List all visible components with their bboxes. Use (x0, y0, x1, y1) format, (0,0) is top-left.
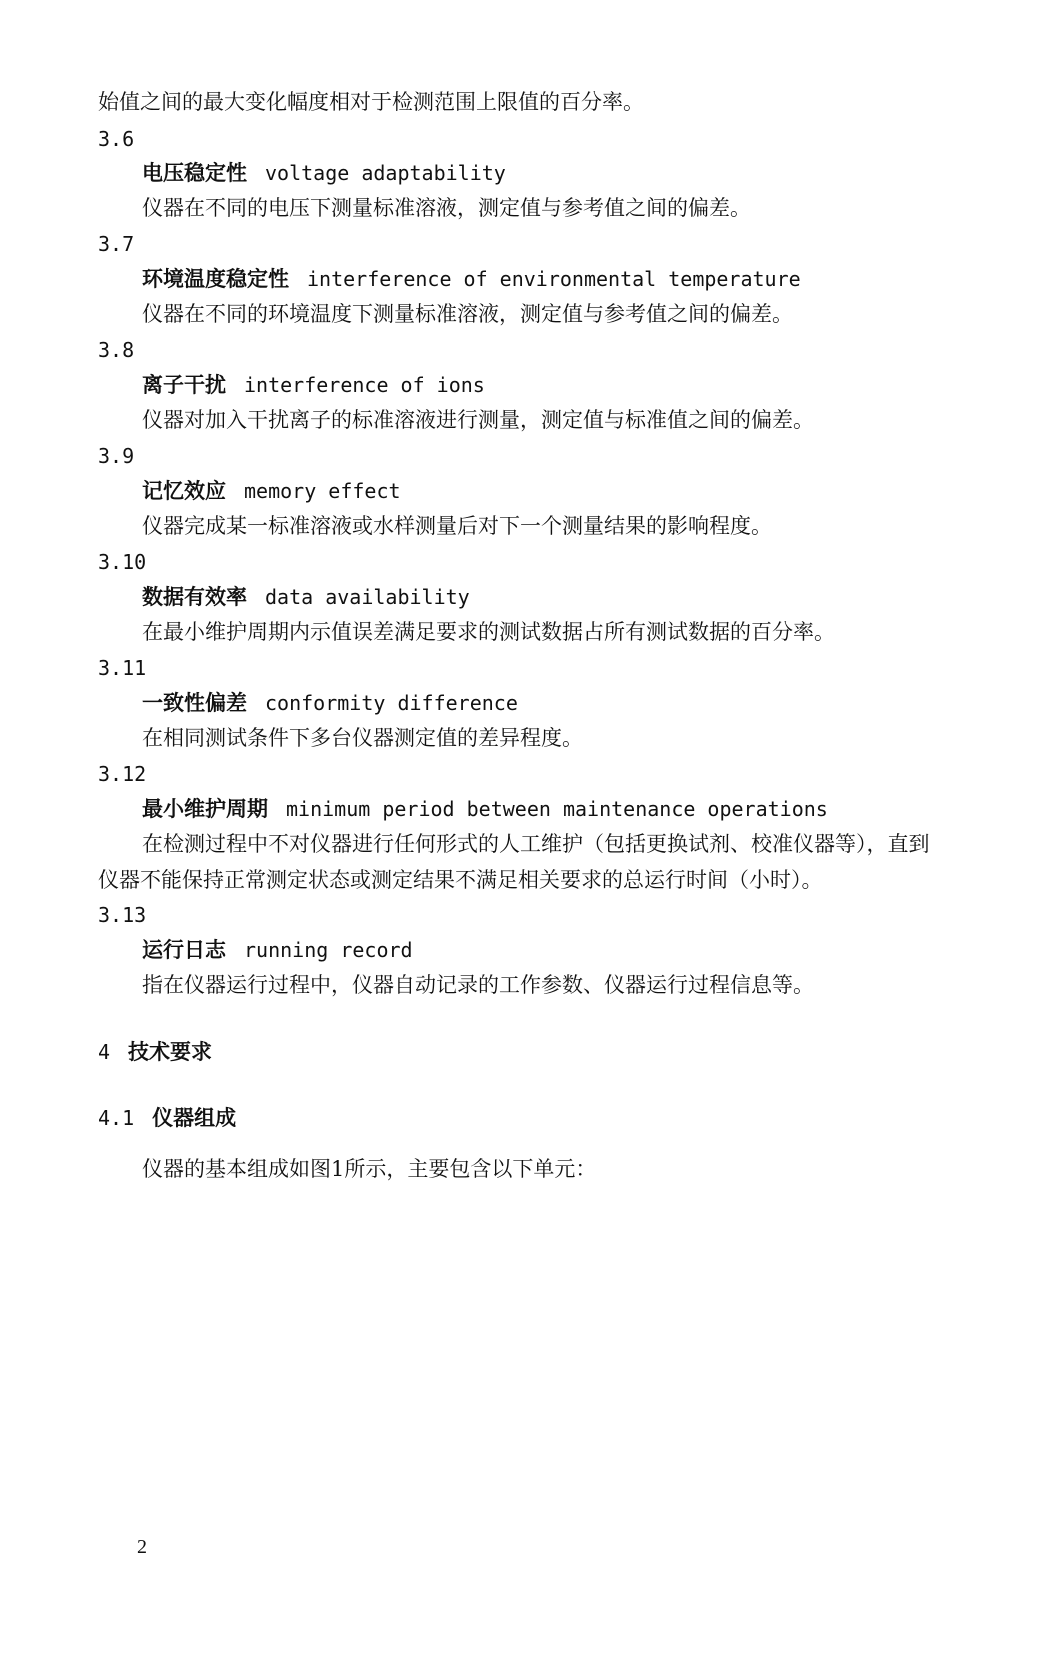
term-en: conformity difference (265, 691, 518, 715)
term-en: data availability (265, 585, 470, 609)
term-en: interference of environmental temperature (307, 267, 801, 291)
clause-number: 3.12 (98, 762, 147, 786)
term-zh: 记忆效应 (142, 479, 226, 503)
term-heading (142, 265, 801, 293)
clause-number: 3.11 (98, 656, 147, 680)
term-zh: 一致性偏差 (142, 691, 247, 715)
section-title: 技术要求 (128, 1040, 213, 1064)
term-heading (142, 936, 413, 964)
term-definition: 指在仪器运行过程中，仪器自动记录的工作参数、仪器运行过程信息等。 (142, 973, 814, 997)
section-heading (98, 1038, 212, 1066)
term-heading (142, 477, 401, 505)
subsection-title: 仪器组成 (152, 1106, 237, 1130)
intro-line: 始值之间的最大变化幅度相对于检测范围上限值的百分率。 (98, 90, 644, 114)
term-heading (142, 583, 470, 611)
page-number: 2 (137, 1536, 147, 1558)
term-zh: 最小维护周期 (142, 797, 268, 821)
term-heading (142, 159, 506, 187)
clause-number: 3.8 (98, 338, 135, 362)
term-en: memory effect (244, 479, 401, 503)
term-heading (142, 795, 828, 823)
term-en: interference of ions (244, 373, 485, 397)
subsection-heading (98, 1104, 236, 1132)
clause-number: 3.7 (98, 232, 135, 256)
term-zh: 环境温度稳定性 (142, 267, 289, 291)
term-en: voltage adaptability (265, 161, 506, 185)
term-definition: 在相同测试条件下多台仪器测定值的差异程度。 (142, 726, 583, 750)
clause-number: 3.6 (98, 127, 135, 151)
term-zh: 电压稳定性 (142, 161, 247, 185)
term-heading (142, 371, 485, 399)
body-paragraph: 仪器的基本组成如图1所示，主要包含以下单元： (142, 1157, 597, 1181)
term-definition: 在检测过程中不对仪器进行任何形式的人工维护（包括更换试剂、校准仪器等），直到 (142, 832, 930, 856)
term-definition: 仪器在不同的环境温度下测量标准溶液，测定值与参考值之间的偏差。 (142, 302, 793, 326)
term-heading (142, 689, 518, 717)
term-definition: 仪器在不同的电压下测量标准溶液，测定值与参考值之间的偏差。 (142, 196, 751, 220)
section-number: 4 (98, 1040, 111, 1064)
term-definition-continued: 仪器不能保持正常测定状态或测定结果不满足相关要求的总运行时间（小时）。 (98, 868, 823, 892)
term-definition: 仪器完成某一标准溶液或水样测量后对下一个测量结果的影响程度。 (142, 514, 772, 538)
term-zh: 离子干扰 (142, 373, 226, 397)
term-zh: 运行日志 (142, 938, 226, 962)
term-definition: 仪器对加入干扰离子的标准溶液进行测量，测定值与标准值之间的偏差。 (142, 408, 814, 432)
term-zh: 数据有效率 (142, 585, 247, 609)
term-en: minimum period between maintenance operations (286, 797, 828, 821)
clause-number: 3.10 (98, 550, 147, 574)
clause-number: 3.13 (98, 903, 147, 927)
term-definition: 在最小维护周期内示值误差满足要求的测试数据占所有测试数据的百分率。 (142, 620, 835, 644)
clause-number: 3.9 (98, 444, 135, 468)
subsection-number: 4.1 (98, 1106, 135, 1130)
term-en: running record (244, 938, 413, 962)
